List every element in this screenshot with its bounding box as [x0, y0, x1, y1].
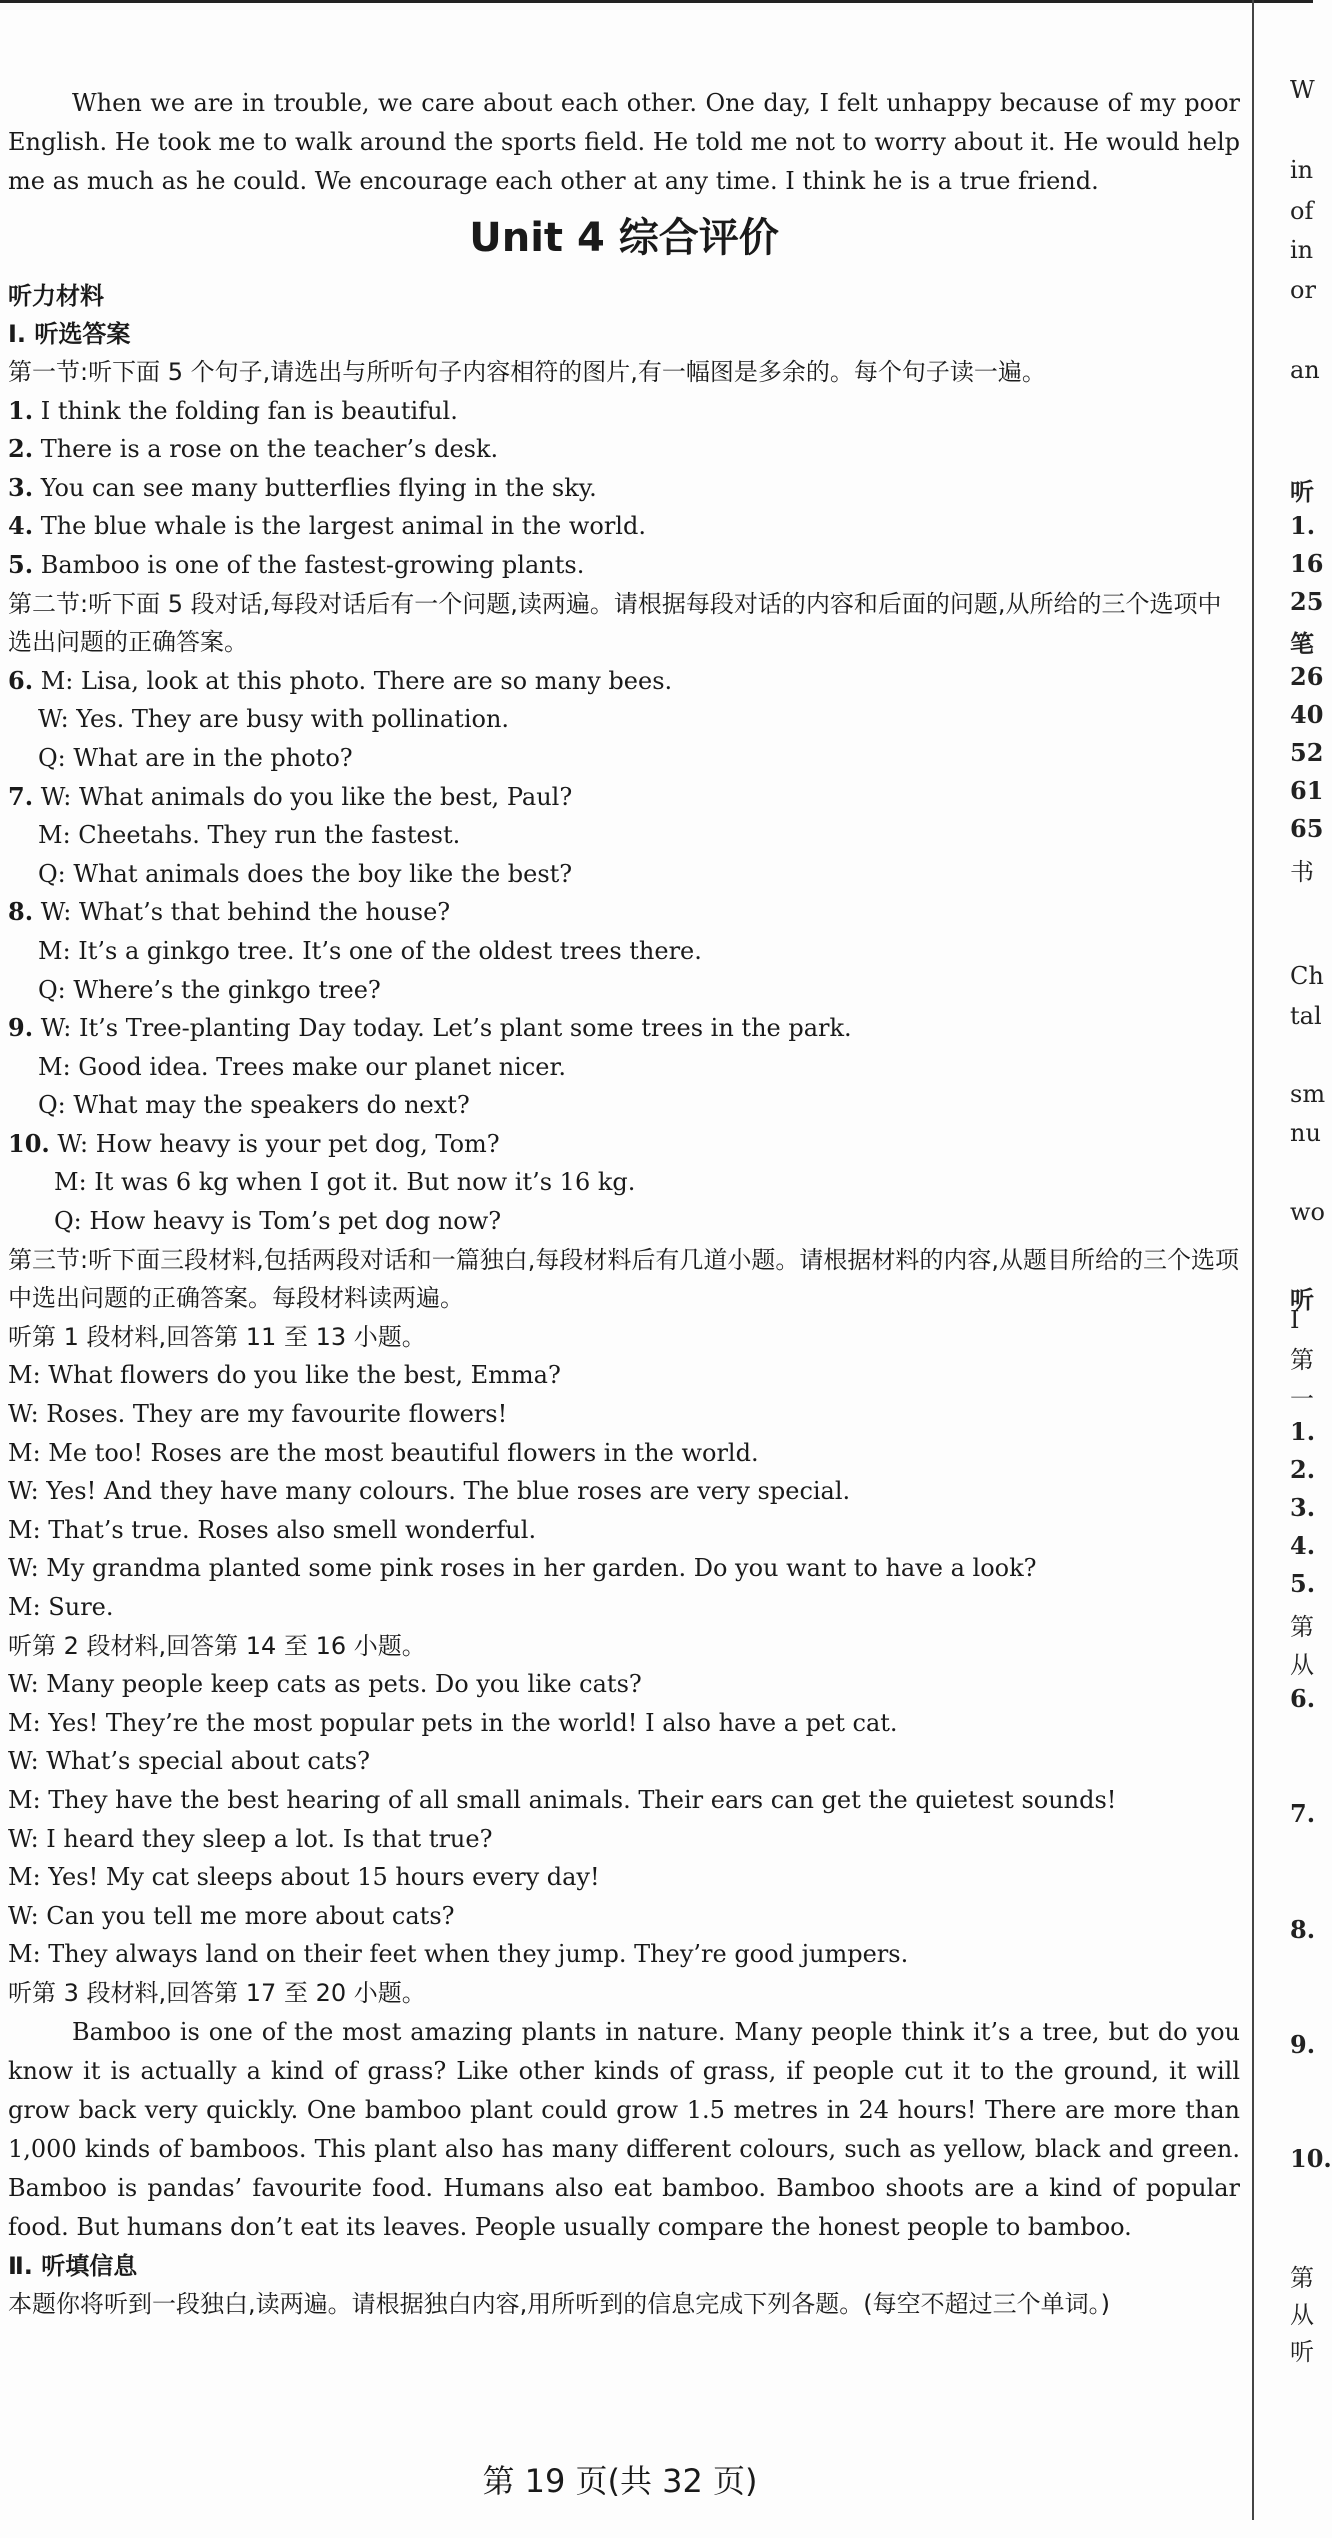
edge-fragment: nu	[1290, 1119, 1321, 1147]
material-1-heading: 听第 1 段材料,回答第 11 至 13 小题。	[8, 1322, 426, 1351]
dialogue-question: Q: How heavy is Tom’s pet dog now?	[54, 1207, 502, 1236]
top-border	[0, 0, 1313, 3]
edge-fragment: 1.	[1290, 511, 1316, 540]
s2-instructions: 第二节:听下面 5 段对话,每段对话后有一个问题,读两遍。请根据每段对话的内容和后面的问题,从所给的三个选项中选出问题的正确答案。	[8, 589, 1222, 657]
edge-fragment: an	[1290, 356, 1320, 384]
list-item: 3. You can see many butterflies flying in the sky.	[8, 472, 597, 502]
dialogue-item: 10. W: How heavy is your pet dog, Tom?	[8, 1128, 500, 1158]
edge-fragment: 6.	[1290, 1684, 1316, 1713]
material-1-dialogue	[8, 1356, 1240, 1626]
list-item: 5. Bamboo is one of the fastest-growing plants.	[8, 549, 585, 579]
dialogue-line: W: Yes. They are busy with pollination.	[38, 705, 510, 734]
dialogue-question: Q: What are in the photo?	[38, 743, 353, 772]
edge-fragment: 10.	[1290, 2144, 1332, 2173]
dialogue-line: W: What’s special about cats?	[8, 1747, 370, 1776]
edge-fragment: 3.	[1290, 1493, 1316, 1522]
part2-instructions: 本题你将听到一段独白,读两遍。请根据独白内容,用所听到的信息完成下列各题。(每空不超过三个单词。)	[8, 2289, 1110, 2318]
edge-fragment: 一	[1290, 1385, 1314, 1413]
edge-fragment: 7.	[1290, 1799, 1316, 1828]
list-item: 2. There is a rose on the teacher’s desk.	[8, 434, 499, 464]
s1-list	[8, 392, 1240, 585]
edge-fragment: 16	[1290, 549, 1324, 578]
intro-paragraph: When we are in trouble, we care about each other. One day, I felt unhappy because of my poor English. He took me to walk around the sports field. He told me not to worry about it. He would help me as much as he could. We encourage each other at any time. I think he is a true friend.	[8, 89, 1240, 195]
dialogue-line: M: Good idea. Trees make our planet nicer.	[38, 1052, 566, 1081]
dialogue-line: W: Many people keep cats as pets. Do you like cats?	[8, 1670, 642, 1699]
dialogue-line: M: Yes! They’re the most popular pets in the world! I also have a pet cat.	[8, 1708, 898, 1737]
dialogue-line: M: They always land on their feet when they jump. They’re good jumpers.	[8, 1940, 909, 1969]
material-2-dialogue	[8, 1665, 1240, 1974]
unit-title: Unit 4 综合评价	[469, 215, 779, 261]
dialogue-line: M: Cheetahs. They run the fastest.	[38, 821, 461, 850]
edge-fragment: 40	[1290, 700, 1324, 729]
material-2-heading: 听第 2 段材料,回答第 14 至 16 小题。	[8, 1631, 426, 1660]
edge-fragment: 8.	[1290, 1915, 1316, 1944]
edge-fragment: 65	[1290, 814, 1324, 843]
s3-instructions: 第三节:听下面三段材料,包括两段对话和一篇独白,每段材料后有几道小题。请根据材料的内容,从题目所给的三个选项中选出问题的正确答案。每段材料读两遍。	[8, 1245, 1239, 1313]
edge-fragment: tal	[1290, 1002, 1322, 1030]
dialogue-line: M: Sure.	[8, 1593, 114, 1621]
edge-fragment: 从	[1290, 2301, 1314, 2329]
edge-fragment: 第	[1290, 1346, 1314, 1374]
dialogue-line: M: It was 6 kg when I got it. But now it’s 16 kg.	[54, 1168, 636, 1197]
dialogue-question: Q: What may the speakers do next?	[38, 1091, 470, 1120]
edge-fragment: Ch	[1290, 962, 1324, 990]
edge-fragment: 1.	[1290, 1417, 1316, 1446]
list-item: 1. I think the folding fan is beautiful.	[8, 395, 458, 425]
edge-fragment: 笔	[1290, 629, 1314, 658]
dialogue-line: W: Yes! And they have many colours. The blue roses are very special.	[8, 1477, 851, 1506]
section-label: 听力材料	[8, 282, 104, 310]
edge-fragment: 听	[1290, 2338, 1314, 2366]
dialogue-line: M: They have the best hearing of all small animals. Their ears can get the quietest sounds!	[8, 1785, 1117, 1814]
dialogue-question: Q: What animals does the boy like the best?	[38, 859, 573, 888]
dialogue-line: M: That’s true. Roses also smell wonderful.	[8, 1515, 537, 1544]
s1-instructions: 第一节:听下面 5 个句子,请选出与所听句子内容相符的图片,有一幅图是多余的。每个句子读一遍。	[8, 358, 1046, 386]
column-divider	[1252, 0, 1254, 2520]
dialogue-line: M: What flowers do you like the best, Emma?	[8, 1361, 561, 1390]
part1-heading: Ⅰ. 听选答案	[8, 320, 131, 348]
edge-fragment: 61	[1290, 776, 1324, 805]
part2-heading: Ⅱ. 听填信息	[8, 2251, 138, 2280]
edge-fragment: in	[1290, 236, 1314, 264]
edge-fragment: 听	[1290, 477, 1314, 506]
edge-fragment: wo	[1290, 1198, 1325, 1226]
s2-list	[8, 662, 1240, 1241]
dialogue-line: M: Me too! Roses are the most beautiful flowers in the world.	[8, 1438, 759, 1467]
list-item: 4. The blue whale is the largest animal in the world.	[8, 511, 646, 541]
dialogue-item: 7. W: What animals do you like the best, Paul?	[8, 781, 573, 811]
edge-fragment: 9.	[1290, 2030, 1316, 2059]
main-column	[8, 84, 1240, 2323]
dialogue-line: M: Yes! My cat sleeps about 15 hours every day!	[8, 1863, 600, 1892]
dialogue-line: W: Can you tell me more about cats?	[8, 1901, 455, 1930]
edge-fragment: 听	[1290, 1285, 1314, 1314]
edge-fragment: 书	[1290, 858, 1314, 886]
edge-fragment: 从	[1290, 1651, 1314, 1679]
edge-fragment: 25	[1290, 587, 1324, 616]
dialogue-item: 6. M: Lisa, look at this photo. There are so many bees.	[8, 665, 673, 695]
edge-fragment: 第	[1290, 2264, 1314, 2292]
dialogue-question: Q: Where’s the ginkgo tree?	[38, 975, 381, 1004]
edge-fragment: 第	[1290, 1613, 1314, 1641]
edge-fragment: W	[1290, 76, 1315, 104]
edge-fragment: 2.	[1290, 1455, 1316, 1484]
dialogue-item: 9. W: It’s Tree-planting Day today. Let’s plant some trees in the park.	[8, 1013, 852, 1043]
material-3-monologue: Bamboo is one of the most amazing plants in nature. Many people think it’s a tree, but do you know it is actually a kind of grass? Like other kinds of grass, if people cut it to the ground, it will grow back very quickly. One bamboo plant could grow 1.5 metres in 24 hours! There are more than 1,000 kinds of bamboos. This plant also has many different colours, such as yellow, black and green. Bamboo is pandas’ favourite food. Humans also eat bamboo. Bamboo shoots are a kind of popular food. But humans don’t eat its leaves. People usually compare the honest people to bamboo.	[8, 2017, 1240, 2241]
dialogue-line: M: It’s a ginkgo tree. It’s one of the oldest trees there.	[38, 936, 702, 965]
edge-fragment: of	[1290, 197, 1314, 225]
edge-fragment: Ⅰ	[1290, 1306, 1300, 1334]
dialogue-item: 8. W: What’s that behind the house?	[8, 897, 451, 927]
dialogue-line: W: Roses. They are my favourite flowers!	[8, 1400, 508, 1429]
edge-fragment: 4.	[1290, 1531, 1316, 1560]
edge-fragment: in	[1290, 156, 1314, 184]
material-3-heading: 听第 3 段材料,回答第 17 至 20 小题。	[8, 1978, 426, 2007]
dialogue-line: W: My grandma planted some pink roses in her garden. Do you want to have a look?	[8, 1554, 1037, 1583]
edge-fragment: 26	[1290, 662, 1324, 691]
edge-fragment: 5.	[1290, 1569, 1316, 1598]
edge-fragment: sm	[1290, 1080, 1326, 1108]
page-number: 第 19 页(共 32 页)	[482, 2462, 758, 2500]
edge-fragment: or	[1290, 276, 1316, 304]
dialogue-line: W: I heard they sleep a lot. Is that true?	[8, 1824, 493, 1853]
edge-fragment: 52	[1290, 738, 1324, 767]
